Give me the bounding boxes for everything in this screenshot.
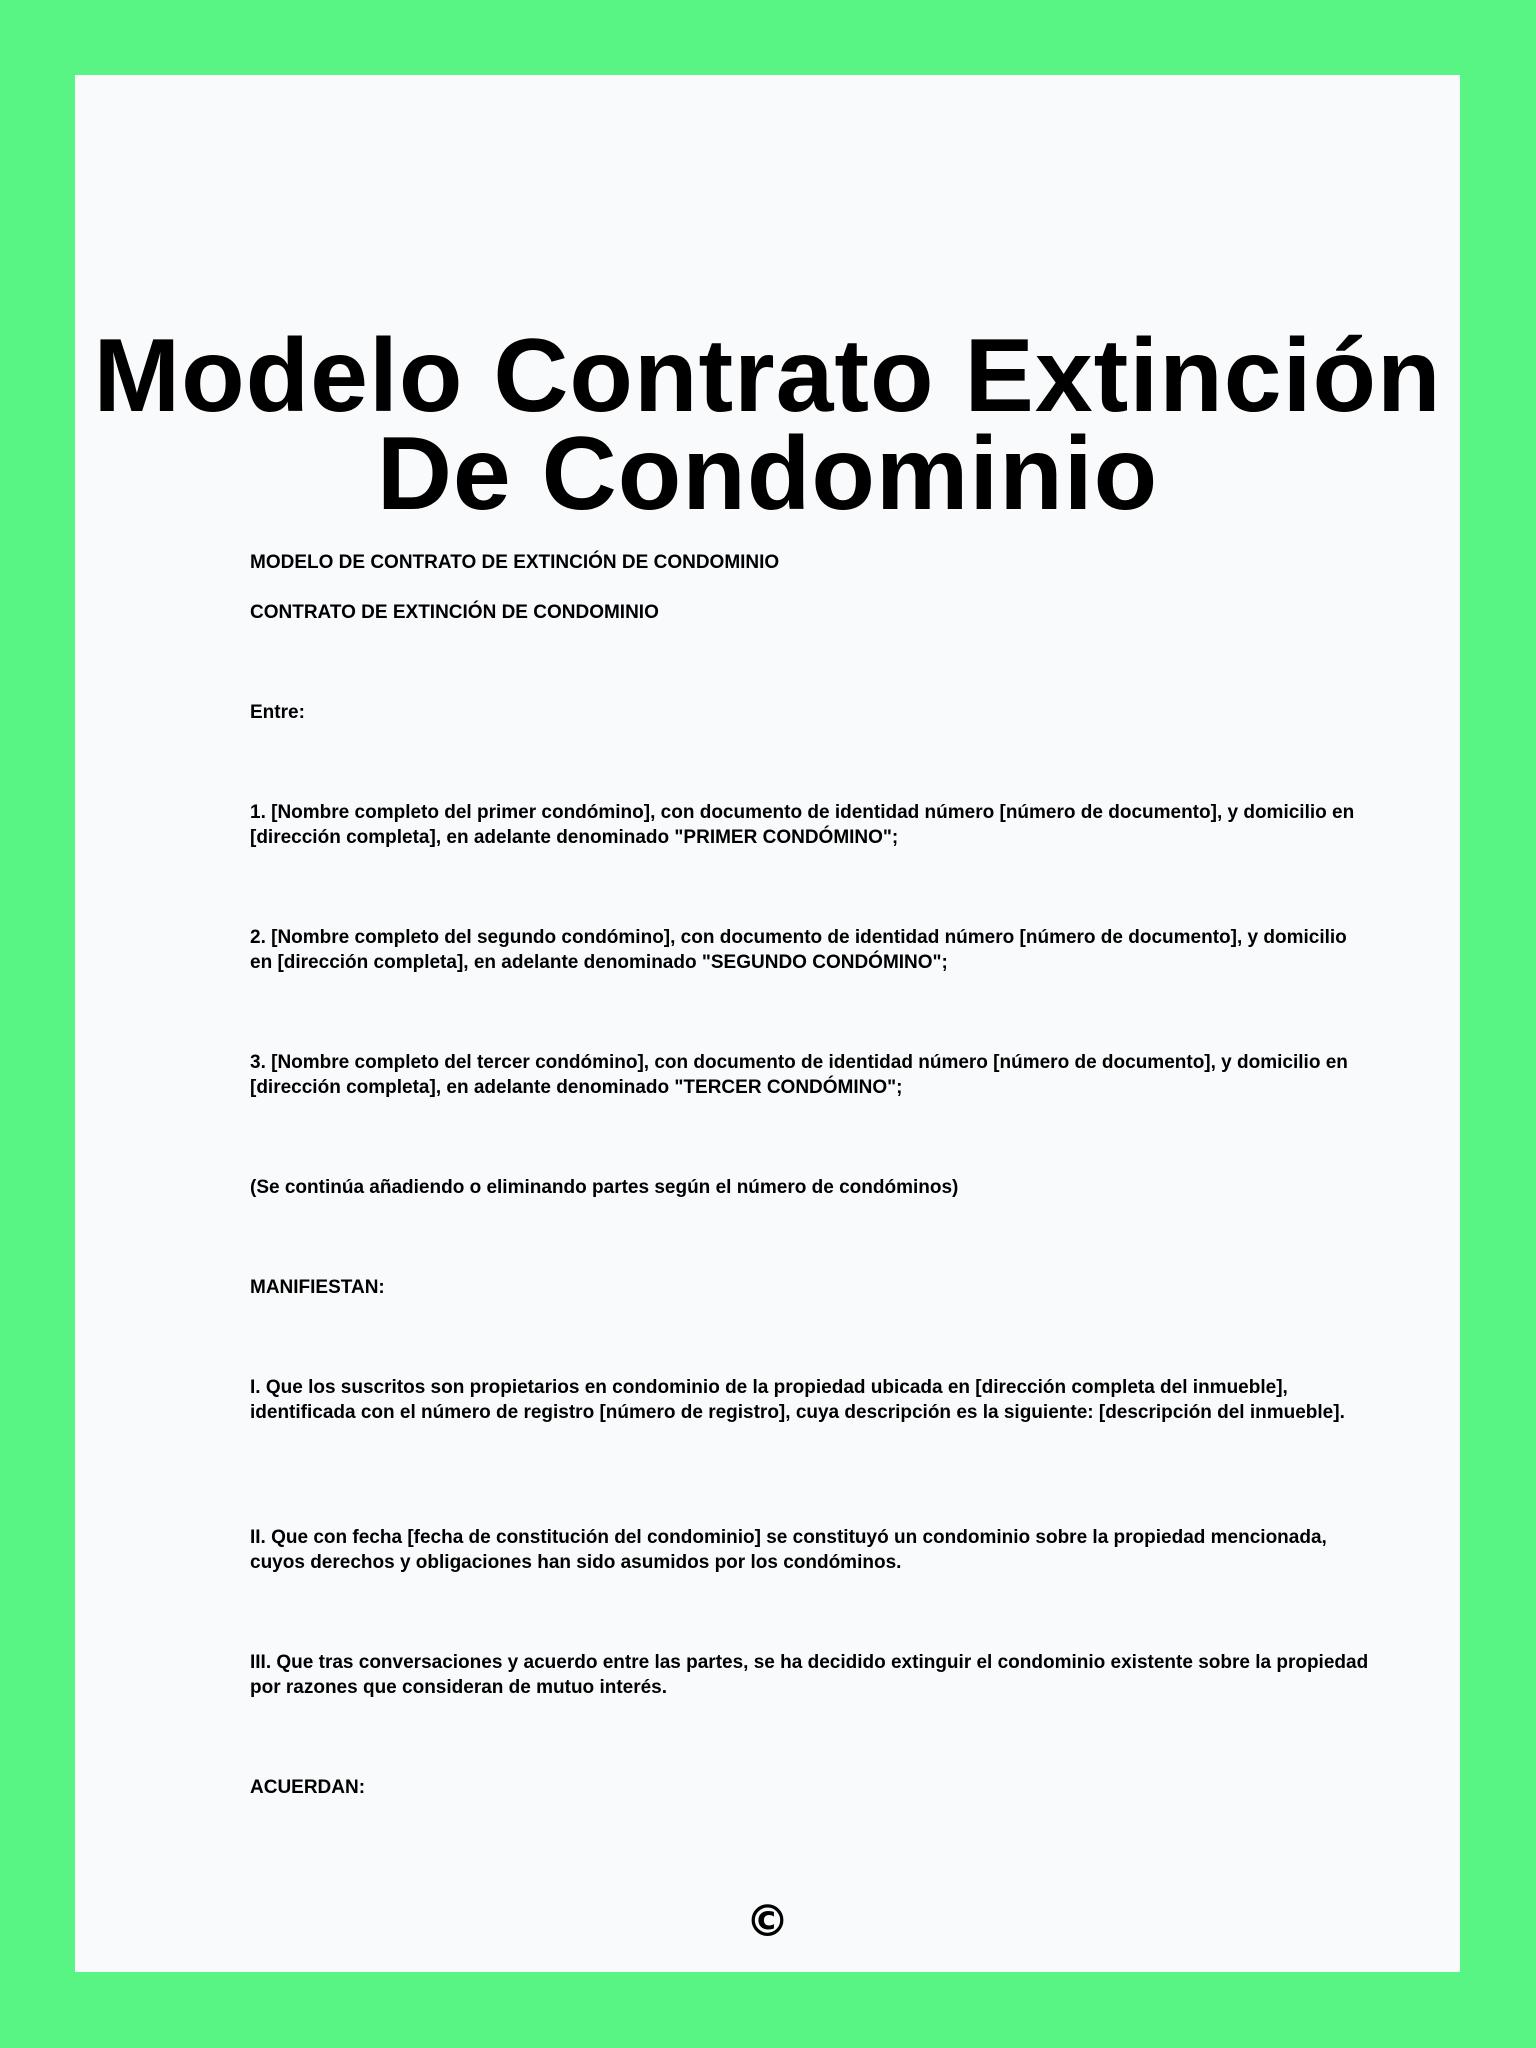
clause-2-paragraph: II. Que con fecha [fecha de constitución del condominio] se constituyó un condominio sobre la propiedad mencionada, cuyos derechos y obligaciones han sido asumidos por los condóminos. [250, 1527, 1327, 1573]
heading-contract: CONTRATO DE EXTINCIÓN DE CONDOMINIO [250, 602, 659, 623]
manifiestan-heading: MANIFIESTAN: [250, 1277, 385, 1298]
document-page [75, 75, 1460, 1972]
copyright-icon: © [745, 1896, 790, 1947]
clause-1-paragraph: I. Que los suscritos son propietarios en condominio de la propiedad ubicada en [dirección completa del inmueble], identificada con el número de registro [número de registro], cuya descripción es la siguiente: [descripción del inmueble]. [250, 1377, 1345, 1423]
title-line-2: De Condominio [376, 416, 1159, 532]
heading-model: MODELO DE CONTRATO DE EXTINCIÓN DE CONDOMINIO [250, 552, 780, 573]
document-title [75, 318, 1460, 532]
clause-3-paragraph: III. Que tras conversaciones y acuerdo entre las partes, se ha decidido extinguir el condominio existente sobre la propiedad por razones que consideran de mutuo interés. [250, 1652, 1369, 1698]
acuerdan-heading: ACUERDAN: [250, 1777, 366, 1798]
party-3-paragraph: 3. [Nombre completo del tercer condómino], con documento de identidad número [número de documento], y domicilio en [dirección completa], en adelante denominado "TERCER CONDÓMINO"; [250, 1052, 1348, 1098]
entre-label: Entre: [250, 702, 305, 723]
title-line-1: Modelo Contrato Extinción [93, 318, 1442, 434]
continue-note: (Se continúa añadiendo o eliminando partes según el número de condóminos) [250, 1177, 959, 1198]
party-2-paragraph: 2. [Nombre completo del segundo condómino], con documento de identidad número [número de documento], y domicilio en [dirección completa], en adelante denominado "SEGUNDO CONDÓMINO"; [250, 927, 1347, 973]
party-1-paragraph: 1. [Nombre completo del primer condómino], con documento de identidad número [número de documento], y domicilio en [dirección completa], en adelante denominado "PRIMER CONDÓMINO"; [250, 802, 1355, 848]
